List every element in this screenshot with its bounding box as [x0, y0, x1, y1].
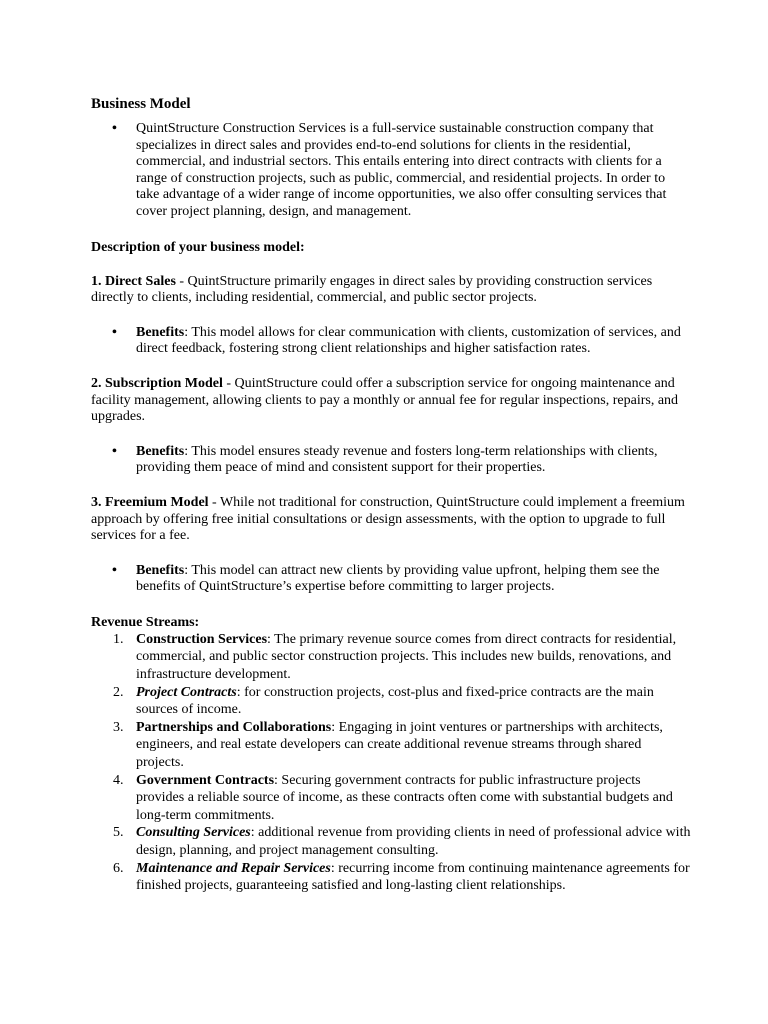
- revenue-list: [91, 631, 691, 895]
- revenue-text: : The primary revenue source comes from direct contracts for residential, commercial, and public sector construction projects. This includes new builds, renovations, and infrastructure development.: [136, 631, 677, 683]
- list-item: [91, 860, 691, 895]
- intro-bullet: [91, 121, 691, 221]
- list-item: [91, 684, 691, 719]
- benefit-label: Benefits: [136, 443, 185, 459]
- revenue-label: Maintenance and Repair Services: [136, 860, 331, 876]
- list-number: 2.: [113, 684, 124, 700]
- document-body: [91, 95, 691, 895]
- list-item: [91, 719, 691, 772]
- page-title: Business Model: [91, 96, 191, 112]
- description-heading: Description of your business model:: [91, 239, 305, 255]
- revenue-label: Government Contracts: [136, 772, 275, 788]
- bullet-icon: •: [112, 121, 117, 136]
- benefit-bullet: [91, 563, 691, 596]
- benefit-bullet: [91, 325, 691, 358]
- list-number: 5.: [113, 825, 124, 841]
- revenue-text: : Securing government contracts for public infrastructure projects provides a reliable source of income, as these contracts often come with substantial budgets and long-term commitments.: [136, 772, 673, 823]
- list-item: [91, 631, 691, 684]
- revenue-label: Project Contracts: [136, 684, 237, 700]
- benefit-text-block: [136, 325, 691, 358]
- intro-text: QuintStructure Construction Services is a full-service sustainable construction company that specializes in direct sales and provides end-to-end solutions for clients in the residential, commercial, and industrial sectors. This entails entering into direct contracts with clients for a range of construction projects, such as public, commercial, and residential projects. In order to take advantage of a wider range of income opportunities, we also offer consulting services that cover project planning, design, and management.: [136, 121, 667, 219]
- revenue-heading: Revenue Streams:: [91, 614, 200, 630]
- list-number: 4.: [113, 772, 124, 788]
- revenue-label: Partnerships and Collaborations: [136, 719, 332, 735]
- benefit-text-block: [136, 444, 691, 477]
- benefit-bullet: [91, 444, 691, 477]
- revenue-label: Construction Services: [136, 631, 268, 647]
- benefit-label: Benefits: [136, 324, 185, 340]
- list-item: [91, 772, 691, 825]
- bullet-icon: •: [112, 562, 117, 578]
- revenue-text: : recurring income from continuing maintenance agreements for finished projects, guaranteeing satisfied and long-lasting client relationships.: [136, 860, 690, 894]
- bullet-icon: •: [112, 324, 117, 340]
- revenue-text: : for construction projects, cost-plus and fixed-price contracts are the main sources of income.: [136, 684, 654, 718]
- model-paragraph: [91, 495, 691, 545]
- benefit-text: : This model allows for clear communication with clients, customization of services, and direct feedback, fostering strong client relationships and higher satisfaction rates.: [136, 324, 681, 357]
- model-paragraph: [91, 376, 691, 426]
- revenue-label: Consulting Services: [136, 825, 251, 841]
- model-text: - QuintStructure primarily engages in direct sales by providing construction services directly to clients, including residential, commercial, and public sector projects.: [91, 273, 653, 306]
- benefit-text-block: [136, 563, 691, 596]
- model-label: 3. Freemium Model: [91, 494, 209, 510]
- model-label: 2. Subscription Model: [91, 375, 223, 391]
- list-number: 1.: [113, 631, 124, 647]
- revenue-text: : Engaging in joint ventures or partnerships with architects, engineers, and real estate developers can create additional revenue streams through shared projects.: [136, 719, 663, 771]
- benefit-text: : This model can attract new clients by providing value upfront, helping them see the benefits of QuintStructure’s expertise before committing to larger projects.: [136, 562, 660, 595]
- model-paragraph: [91, 274, 691, 307]
- benefit-text: : This model ensures steady revenue and fosters long-term relationships with clients, providing them peace of mind and consistent support for their properties.: [136, 443, 658, 476]
- model-text: - QuintStructure could offer a subscription service for ongoing maintenance and facility management, allowing clients to pay a monthly or annual fee for regular inspections, repairs, and upgrades.: [91, 375, 679, 425]
- revenue-text: : additional revenue from providing clients in need of professional advice with design, planning, and project management consulting.: [136, 825, 691, 858]
- list-number: 3.: [113, 719, 124, 735]
- bullet-icon: •: [112, 443, 117, 459]
- model-text: - While not traditional for construction, QuintStructure could implement a freemium approach by offering free initial consultations or design assessments, with the option to upgrade to full services for a fee.: [91, 494, 685, 544]
- model-label: 1. Direct Sales: [91, 273, 176, 289]
- list-item: [91, 824, 691, 859]
- list-number: 6.: [113, 860, 124, 876]
- benefit-label: Benefits: [136, 562, 185, 578]
